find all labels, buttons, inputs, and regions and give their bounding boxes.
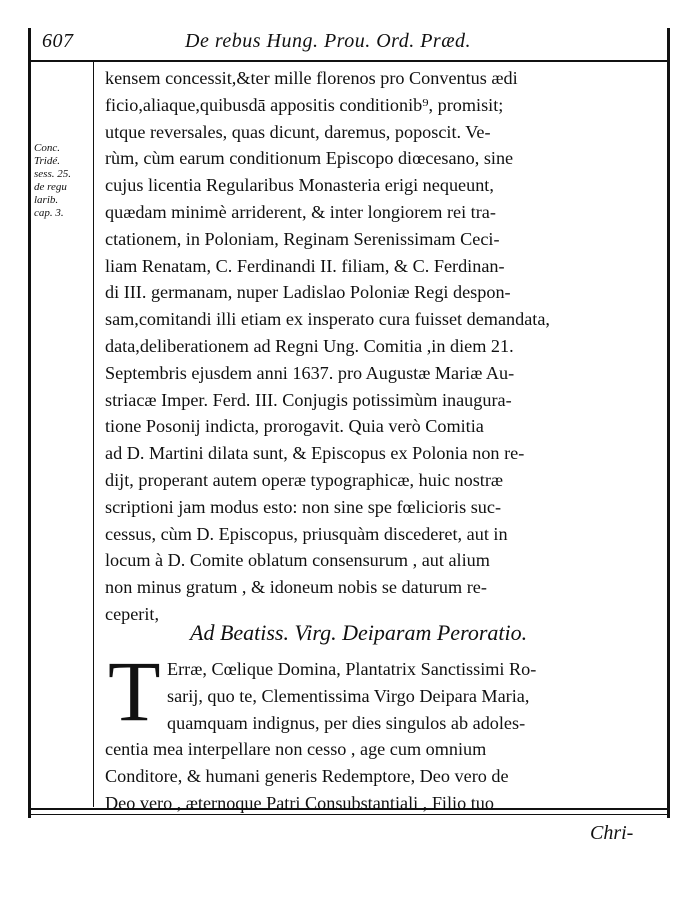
body-line: ad D. Martini dilata sunt, & Episcopus ex Polonia non re- <box>105 443 525 464</box>
margin-note-line: Tridé. <box>34 155 60 167</box>
peroratio-line: centia mea interpellare non cesso , age cum omnium <box>105 739 487 760</box>
peroratio-paragraph <box>105 656 670 817</box>
peroratio-line: Conditore, & humani generis Redemptore, Deo vero de <box>105 766 509 787</box>
body-line: tione Posonij indicta, prorogavit. Quia verò Comitia <box>105 416 484 437</box>
left-border <box>28 28 31 818</box>
body-line: scriptioni jam modus esto: non sine spe fœlicioris suc- <box>105 496 502 517</box>
margin-column-rule <box>93 62 94 807</box>
peroratio-line: Erræ, Cœlique Domina, Plantatrix Sanctissimi Ro- <box>167 659 537 679</box>
body-line: ceperit, <box>105 603 160 624</box>
body-line: di III. germanam, nuper Ladislao Poloniæ Regi despon- <box>105 282 511 303</box>
margin-note-line: Conc. <box>34 142 60 154</box>
body-line: striacæ Imper. Ferd. III. Conjugis potissimùm inaugura- <box>105 389 512 410</box>
body-line: dijt, properant autem operæ typographicæ, huic nostræ <box>105 469 504 490</box>
body-line: sam,comitandi illi etiam ex insperato cura fuisset demandata, <box>105 309 550 330</box>
body-line: utque reversales, quas dicunt, daremus, poposcit. Ve- <box>105 121 491 142</box>
running-title: De rebus Hung. Prou. Ord. Præd. <box>185 30 472 52</box>
drop-cap: T <box>108 643 161 739</box>
top-rule <box>28 60 670 62</box>
peroratio-line: quamquam indignus, per dies singulos ab adoles- <box>167 712 526 733</box>
margin-note <box>34 142 89 220</box>
catchword: Chri- <box>590 822 634 844</box>
peroratio-line: sarij, quo te, Clementissima Virgo Deipara Maria, <box>167 685 530 706</box>
peroratio-line: Deo vero , æternoque Patri Consubstantiali , Filio tuo <box>105 792 494 813</box>
page-number: 607 <box>42 30 74 52</box>
margin-note-line: de regu <box>34 181 67 193</box>
body-line: quædam minimè arriderent, & inter longiorem rei tra- <box>105 201 496 222</box>
body-line: Septembris ejusdem anni 1637. pro Augustæ Mariæ Au- <box>105 362 515 383</box>
margin-note-line: larib. <box>34 194 59 206</box>
body-line: ficio,aliaque,quibusdā appositis conditionib⁹, promisit; <box>105 94 504 115</box>
body-line: rùm, cùm earum conditionum Episcopo diœcesano, sine <box>105 148 514 169</box>
margin-note-line: sess. 25. <box>34 168 71 180</box>
body-line: cujus licentia Regularibus Monasteria erigi nequeunt, <box>105 175 494 196</box>
section-heading: Ad Beatiss. Virg. Deiparam Peroratio. <box>190 620 528 645</box>
body-line: cessus, cùm D. Episcopus, priusquàm discederet, aut in <box>105 523 508 544</box>
body-line: non minus gratum , & idoneum nobis se daturum re- <box>105 577 487 598</box>
body-line: ctationem, in Poloniam, Reginam Serenissimam Ceci- <box>105 228 500 249</box>
body-paragraph <box>105 65 670 628</box>
body-line: locum à D. Comite oblatum consensurum , aut alium <box>105 550 490 571</box>
margin-note-line: cap. 3. <box>34 207 64 219</box>
body-line: liam Renatam, C. Ferdinandi II. filiam, & C. Ferdinan- <box>105 255 505 276</box>
body-line: data,deliberationem ad Regni Ung. Comitia ,in diem 21. <box>105 335 514 356</box>
body-line: kensem concessit,&ter mille florenos pro Conventus ædi <box>105 68 518 88</box>
